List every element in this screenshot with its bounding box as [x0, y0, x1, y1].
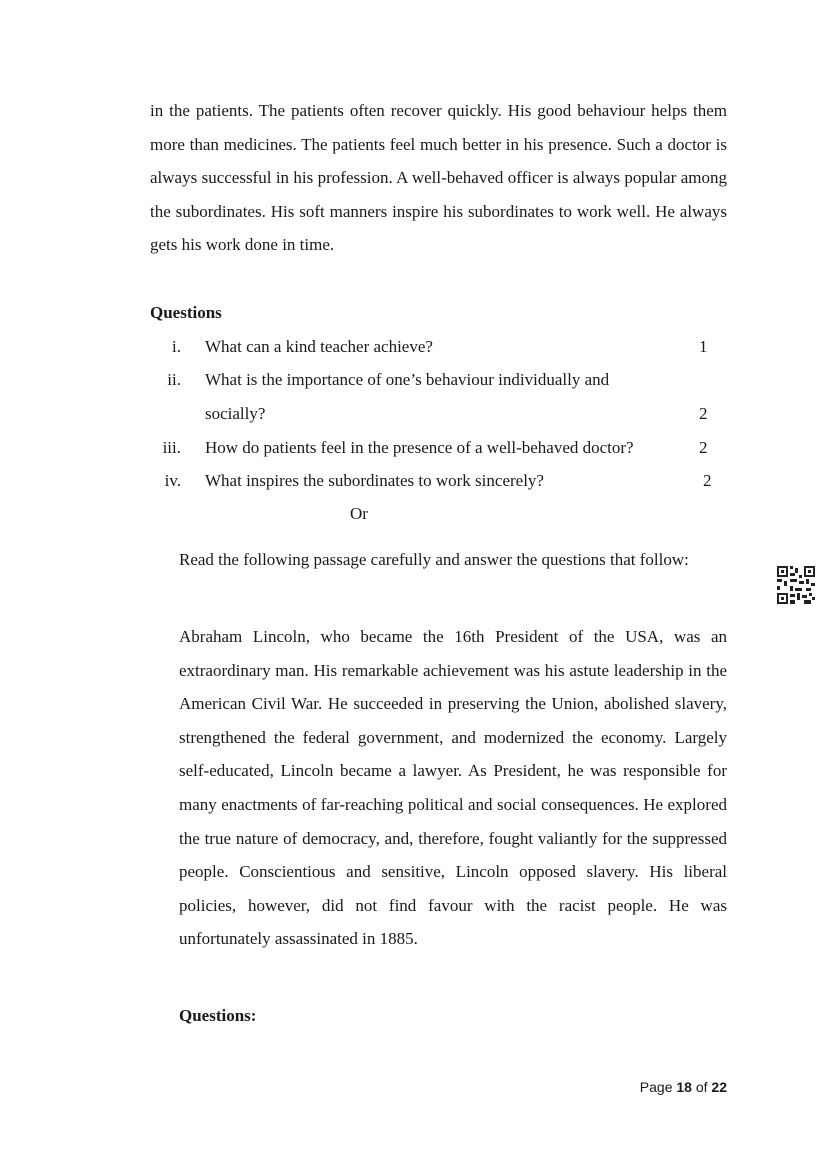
instruction-text: Read the following passage carefully and answer the questions that follow:	[179, 550, 689, 569]
passage1-text: in the patients. The patients often recover quickly. His good behaviour helps them more than medicines. The patients feel much better in his presence. Such a doctor is always successful in his profession. A well-behaved officer is always popular among the subordinates. His soft manners inspire his subordinates to work well. He always gets his work done in time.	[150, 101, 727, 255]
qr-code-icon	[776, 565, 816, 605]
question-text: How do patients feel in the presence of a well-behaved doctor?	[205, 438, 634, 457]
question-text: socially?	[205, 404, 266, 423]
question-marks: 1	[699, 337, 708, 356]
page-footer	[560, 1079, 727, 1095]
question-row	[150, 330, 727, 364]
question-number: i.	[172, 337, 181, 356]
question-number: ii.	[167, 370, 181, 389]
question-text: What can a kind teacher achieve?	[205, 337, 433, 356]
question-row-continuation	[150, 397, 727, 431]
question-text: What is the importance of one’s behaviour individually and	[205, 370, 610, 389]
page-number: 18	[676, 1079, 692, 1095]
or-separator: Or	[350, 504, 368, 523]
question-row	[150, 464, 727, 498]
question-row	[150, 363, 727, 397]
question-marks: 2	[703, 471, 712, 490]
question-text: What inspires the subordinates to work sincerely?	[205, 471, 544, 490]
questions-heading: Questions	[150, 303, 222, 322]
questions2-heading: Questions:	[179, 1006, 257, 1025]
page-total: 22	[711, 1079, 727, 1095]
passage2-text: Abraham Lincoln, who became the 16th President of the USA, was an extraordinary man. His remarkable achievement was his astute leadership in the American Civil War. He succeeded in preserving the Union, abolished slavery, strengthened the federal government, and modernized the economy. Largely self-educated, Lincoln became a lawyer. As President, he was responsible for many enactments of far-reaching political and social consequences. He explored the true nature of democracy, and, therefore, fought valiantly for the suppressed people. Conscientious and sensitive, Lincoln opposed slavery. His liberal policies, however, did not find favour with the racist people. He was unfortunately assassinated in 1885.	[179, 627, 727, 949]
question-marks: 2	[699, 438, 708, 457]
question-number: iv.	[164, 471, 181, 490]
question-row	[150, 431, 727, 465]
of-label: of	[695, 1079, 708, 1095]
question-marks: 2	[699, 404, 708, 423]
page-label: Page	[639, 1079, 673, 1095]
question-number: iii.	[162, 438, 181, 457]
